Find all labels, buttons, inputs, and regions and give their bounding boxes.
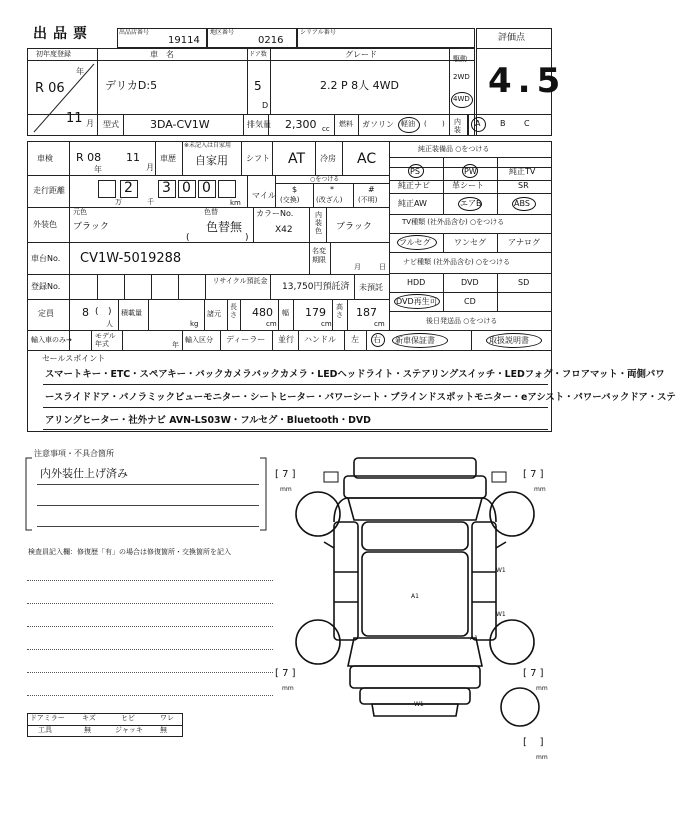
mark-right-fender: A1 [470, 635, 478, 642]
evaluation-label: 評価点 [498, 33, 526, 43]
mileage-label: 走行距離 [33, 186, 65, 195]
tread-rr: [ 7 ] [523, 668, 544, 679]
import-label: 輸入車のみ→ [31, 336, 72, 344]
first-reg-year-unit: 年 [76, 67, 84, 76]
mileage-exchanged: (交換) [280, 196, 300, 204]
mileage-sen-unit: 千 [147, 198, 154, 206]
chassis-label: 車台No. [31, 254, 61, 263]
chassis-value: CV1W-5019288 [80, 251, 182, 266]
mark-right-door: W1 [496, 567, 506, 574]
area-no: 0216 [258, 35, 284, 46]
handle-label: ハンドル [304, 335, 336, 344]
legend-jack-value: 無 [160, 726, 167, 734]
capacity-unit: 人 [106, 320, 113, 328]
displacement-value: 2,300 [285, 118, 317, 131]
equip-airbag: エアB [460, 199, 482, 208]
notes-label: 注意事項・不具合箇所 [34, 449, 114, 458]
history-value: 自家用 [195, 154, 228, 167]
equipment-title: 純正装備品 ○をつける [418, 145, 490, 153]
mileage-digit-1: 3 [162, 180, 171, 196]
handle-left: 左 [351, 335, 359, 344]
fuel-label: 燃料 [339, 120, 353, 128]
sales-point-line-2: ースライドドア・パノラミックビューモニター・シートヒーター・パワーシート・ブラインドスポットモニター・eアシスト・パワーバックドア・ステ [45, 392, 676, 403]
mark-right-rear: W1 [496, 611, 506, 618]
load-unit: kg [190, 320, 199, 328]
registration-label: 登録No. [31, 282, 61, 291]
grade-label: グレード [345, 50, 377, 59]
mileage-tamper-sym: * [330, 185, 334, 194]
interior-label: 内装 [454, 118, 461, 134]
title-deadline-label: 名変期限 [312, 247, 326, 264]
color-orig: ブラック [73, 222, 109, 232]
width-unit: cm [321, 320, 332, 328]
legend-crack: ヒビ [121, 714, 135, 722]
navi-cd: CD [464, 297, 476, 306]
title-month: 月 [354, 263, 361, 271]
fuel-value: ガソリン [362, 120, 394, 129]
first-reg-month-unit: 月 [86, 119, 94, 128]
legend-jack: ジャッキ [115, 726, 143, 734]
docs-title: 後日発送品 ○をつける [426, 317, 498, 325]
navi-sd: SD [518, 278, 530, 287]
mileage-exch-sym: $ [292, 185, 298, 194]
color-current-label: 色替 [204, 208, 218, 216]
model-year-unit: 年 [172, 341, 179, 349]
exhibitor-no-label: 出品店番号 [119, 29, 150, 36]
model-value: 3DA-CV1W [150, 118, 210, 131]
interior-opt-a: A [475, 119, 481, 128]
door-sub: D [262, 101, 269, 110]
mileage-unknown-sym: # [368, 185, 375, 194]
mileage-man: 2 [124, 180, 133, 196]
fuel-diesel: 軽油 [401, 120, 415, 128]
first-reg-era: R 06 [35, 81, 65, 96]
tread-fl: [ 7 ] [275, 469, 296, 480]
tv-fullseg: フルセグ [399, 238, 431, 247]
door-count: 5 [254, 79, 262, 93]
recycle-not: 未預託 [359, 283, 383, 292]
drive-label: 駆動 [453, 55, 467, 63]
color-no-label: カラーNo. [256, 209, 294, 218]
model-label: 型式 [103, 120, 119, 129]
shift-value: AT [288, 151, 306, 167]
shift-label: シフト [246, 154, 270, 163]
legend-mirror: ドアミラー [30, 714, 65, 722]
tv-oneseg: ワンセグ [454, 238, 486, 247]
tread-fr: [ 7 ] [523, 469, 544, 480]
notes-text: 内外装仕上げ済み [40, 467, 128, 480]
handle-right: 右 [373, 335, 381, 344]
inspection-label: 車検 [37, 154, 53, 163]
tv-analog: アナログ [508, 238, 540, 247]
capacity-label: 定員 [38, 309, 54, 318]
height-label: 高さ [336, 303, 343, 319]
equip-navi: 純正ナビ [398, 181, 430, 190]
inspection-month: 11 [126, 151, 140, 164]
inspection-year-unit: 年 [94, 165, 102, 174]
equip-ps: PS [410, 167, 420, 176]
evaluation-score: 4.5 [488, 61, 567, 101]
history-note: ※未記入は自家用 [184, 142, 232, 149]
import-class-label: 輸入区分 [185, 336, 213, 344]
interior-color: ブラック [336, 222, 372, 232]
equip-pw: PW [464, 167, 477, 176]
docs-warranty: 新車保証書 [395, 336, 435, 345]
interior-opt-c: C [524, 119, 530, 128]
legend-tools: 工具 [38, 726, 52, 734]
tread-spare: [ ] [523, 737, 544, 748]
legend-tools-value: 無 [84, 726, 91, 734]
area-no-label: 地区番号 [210, 29, 235, 36]
vehicle-name-label: 車 名 [150, 50, 174, 59]
legend-break: ワレ [160, 714, 174, 722]
capacity-value: 8 [82, 306, 89, 319]
mileage-man-unit: 万 [115, 198, 122, 206]
equip-tv: 純正TV [509, 167, 536, 176]
sales-point-line-3: アリングヒーター・社外ナビ AVN-LS03W・フルセグ・Bluetooth・DVD [45, 415, 371, 426]
history-label: 車歴 [160, 154, 176, 163]
navi-hdd: HDD [407, 278, 426, 287]
load-label: 積載量 [121, 309, 142, 317]
color-label: 外装色 [33, 220, 57, 229]
equip-sr: SR [518, 181, 529, 190]
color-no: X42 [275, 225, 293, 235]
equip-abs: ABS [514, 199, 530, 208]
equip-leather: 革シート [452, 181, 484, 190]
navi-title: ナビ種類 (社外品含む) ○をつける [403, 258, 511, 266]
inspection-era: R 08 [76, 151, 102, 164]
model-year-label: モデル年式 [95, 332, 116, 348]
first-reg-label: 初年度登録 [36, 50, 71, 58]
dims-label: 諸元 [207, 310, 221, 318]
sales-point-line-1: スマートキー・ETC・スペアキー・バックカメラバックカメラ・LEDヘッドライト・ステアリングスイッチ・LEDフォグ・フロアマット・両側パワ [45, 369, 665, 380]
drive-4wd: 4WD [453, 95, 470, 103]
ac-value: AC [357, 151, 377, 167]
mark-roof: A1 [411, 593, 419, 600]
grade-value: 2.2 P 8人 4WD [320, 79, 399, 92]
first-reg-month: 11 [66, 111, 83, 126]
equip-aw: 純正AW [398, 199, 427, 208]
mileage-circle-note: ○をつける [310, 176, 340, 183]
sales-points-label: セールスポイント [42, 354, 106, 363]
length-unit: cm [266, 320, 277, 328]
navi-dvd: DVD [461, 278, 479, 287]
height-unit: cm [374, 320, 385, 328]
interior-color-label: 内装色 [315, 211, 322, 235]
height-value: 187 [356, 306, 377, 319]
docs-manual: 取扱説明書 [489, 336, 529, 345]
tread-rl: [ 7 ] [275, 668, 296, 679]
title-day: 日 [379, 263, 386, 271]
mileage-mile: マイル [252, 191, 276, 200]
serial-label: シリアル番号 [300, 29, 336, 36]
navi-dvd-play: DVD再生可 [396, 297, 438, 306]
width-value: 179 [305, 306, 326, 319]
vehicle-name: デリカD:5 [105, 79, 158, 92]
ac-label: 冷房 [320, 154, 336, 163]
mark-rear-bumper: W1 [414, 701, 424, 708]
mileage-km: km [230, 199, 241, 207]
mileage-digit-2: 0 [182, 180, 191, 196]
import-parallel: 並行 [278, 335, 294, 344]
length-label: 長さ [230, 303, 237, 319]
recycle-label: リサイクル預託金 [212, 277, 268, 285]
mileage-digit-3: 0 [202, 180, 211, 196]
color-repaint: 色替無 [206, 220, 243, 234]
legend-scratch: キズ [82, 714, 96, 722]
drive-2wd: 2WD [453, 73, 470, 81]
inspector-label: 検査員記入欄：修復歴「有」の場合は修復箇所・交換箇所を記入 [28, 548, 231, 556]
page-title: 出品票 [33, 26, 93, 42]
color-orig-label: 元色 [73, 208, 87, 216]
mileage-unknown: (不明) [358, 196, 378, 204]
mileage-tampered: (改ざん) [316, 196, 343, 204]
length-value: 480 [252, 306, 273, 319]
import-dealer: ディーラー [226, 335, 266, 344]
interior-opt-b: B [500, 119, 506, 128]
tv-title: TV種類 (社外品含む) ○をつける [402, 218, 505, 226]
displacement-unit: cc [322, 125, 330, 133]
exhibitor-no: 19114 [168, 35, 200, 46]
car-damage-diagram [284, 452, 546, 730]
door-label: ドア数 [249, 51, 267, 58]
recycle-value: 13,750円預託済 [282, 282, 350, 292]
width-label: 幅 [282, 309, 289, 317]
inspection-month-unit: 月 [146, 163, 154, 172]
displacement-label: 排気量 [247, 120, 271, 129]
